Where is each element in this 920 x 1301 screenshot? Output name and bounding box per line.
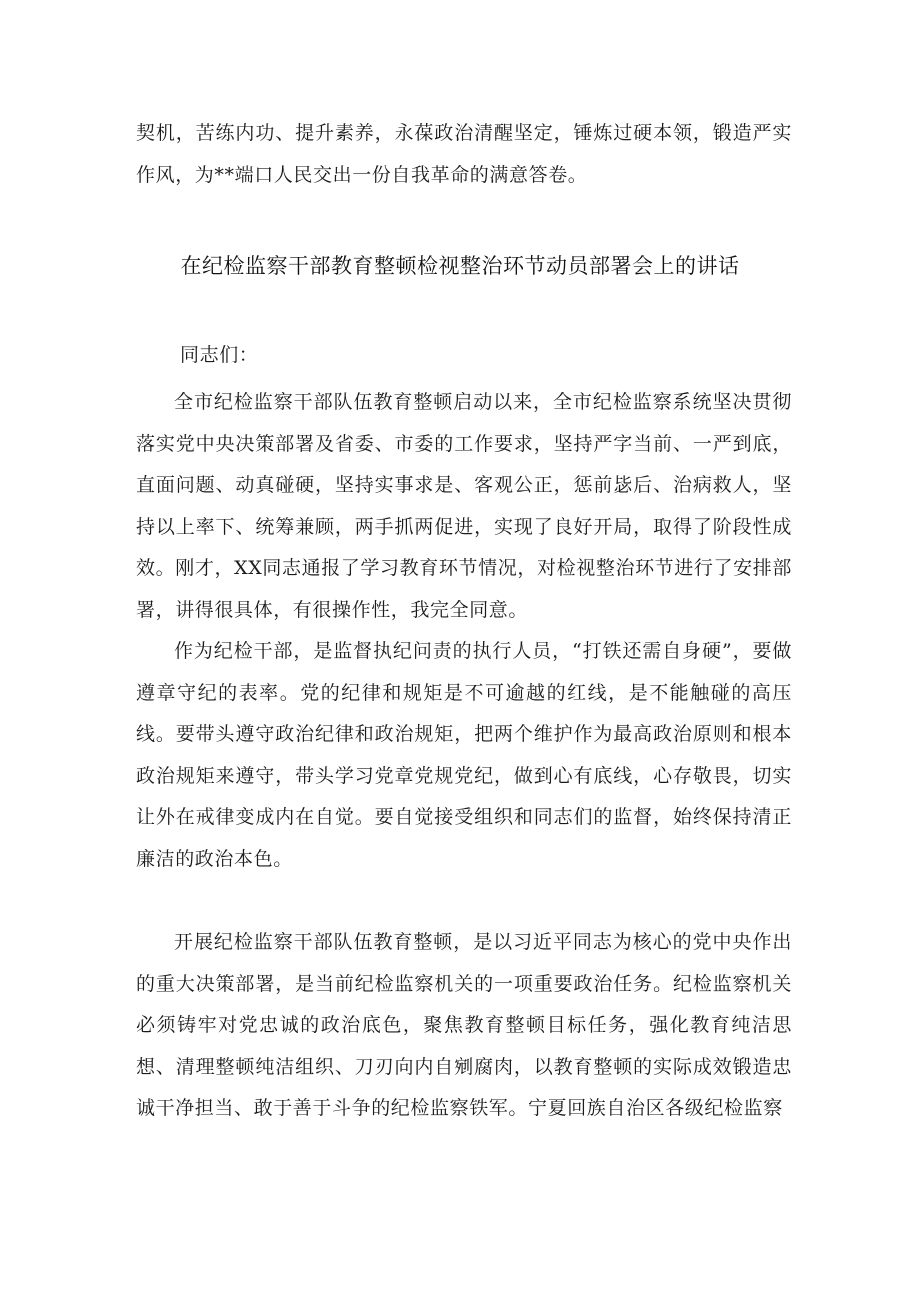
salutation: 同志们： (180, 344, 259, 366)
body-paragraph-1: 全市纪检监察干部队伍教育整顿启动以来，全市纪检监察系统坚决贯彻落实党中央决策部署及省委、市委的工作要求，坚持严字当前、一严到底，直面问题、动真碰硬，坚持实事求是、客观公正，惩前毖后、治病救人，坚持以上率下、统筹兼顾，两手抓两促进，实现了良好开局，取得了阶段性成效。刚才，XX同志通报了学习教育环节情况，对检视整治环节进行了安排部署，讲得很具体，有很操作性，我完全同意。 (136, 391, 792, 621)
body-paragraph-2: 作为纪检干部，是监督执纪问责的执行人员，“打铁还需自身硬”，要做遵章守纪的表率。党的纪律和规矩是不可逾越的红线，是不能触碰的高压线。要带头遵守政治纪律和政治规矩，把两个维护作为最高政治原则和根本政治规矩来遵守，带头学习党章党规党纪，做到心有底线，心存敬畏，切实让外在戒律变成内在自觉。要自觉接受组织和同志们的监督，始终保持清正廉洁的政治本色。 (136, 640, 792, 870)
continuation-paragraph: 契机，苦练内功、提升素养，永葆政治清醒坚定，锤炼过硬本领，锻造严实作风，为**端口人民交出一份自我革命的满意答卷。 (136, 122, 792, 186)
speech-title: 在纪检监察干部教育整顿检视整治环节动员部署会上的讲话 (180, 254, 740, 278)
body-paragraph-3: 开展纪检监察干部队伍教育整顿，是以习近平同志为核心的党中央作出的重大决策部署，是当前纪检监察机关的一项重要政治任务。纪检监察机关必须铸牢对党忠诚的政治底色，聚焦教育整顿目标任务，强化教育纯洁思想、清理整顿纯洁组织、刀刃向内自剜腐肉，以教育整顿的实际成效锻造忠诚干净担当、敢于善于斗争的纪检监察铁军。宁夏回族自治区各级纪检监察 (136, 931, 792, 1120)
